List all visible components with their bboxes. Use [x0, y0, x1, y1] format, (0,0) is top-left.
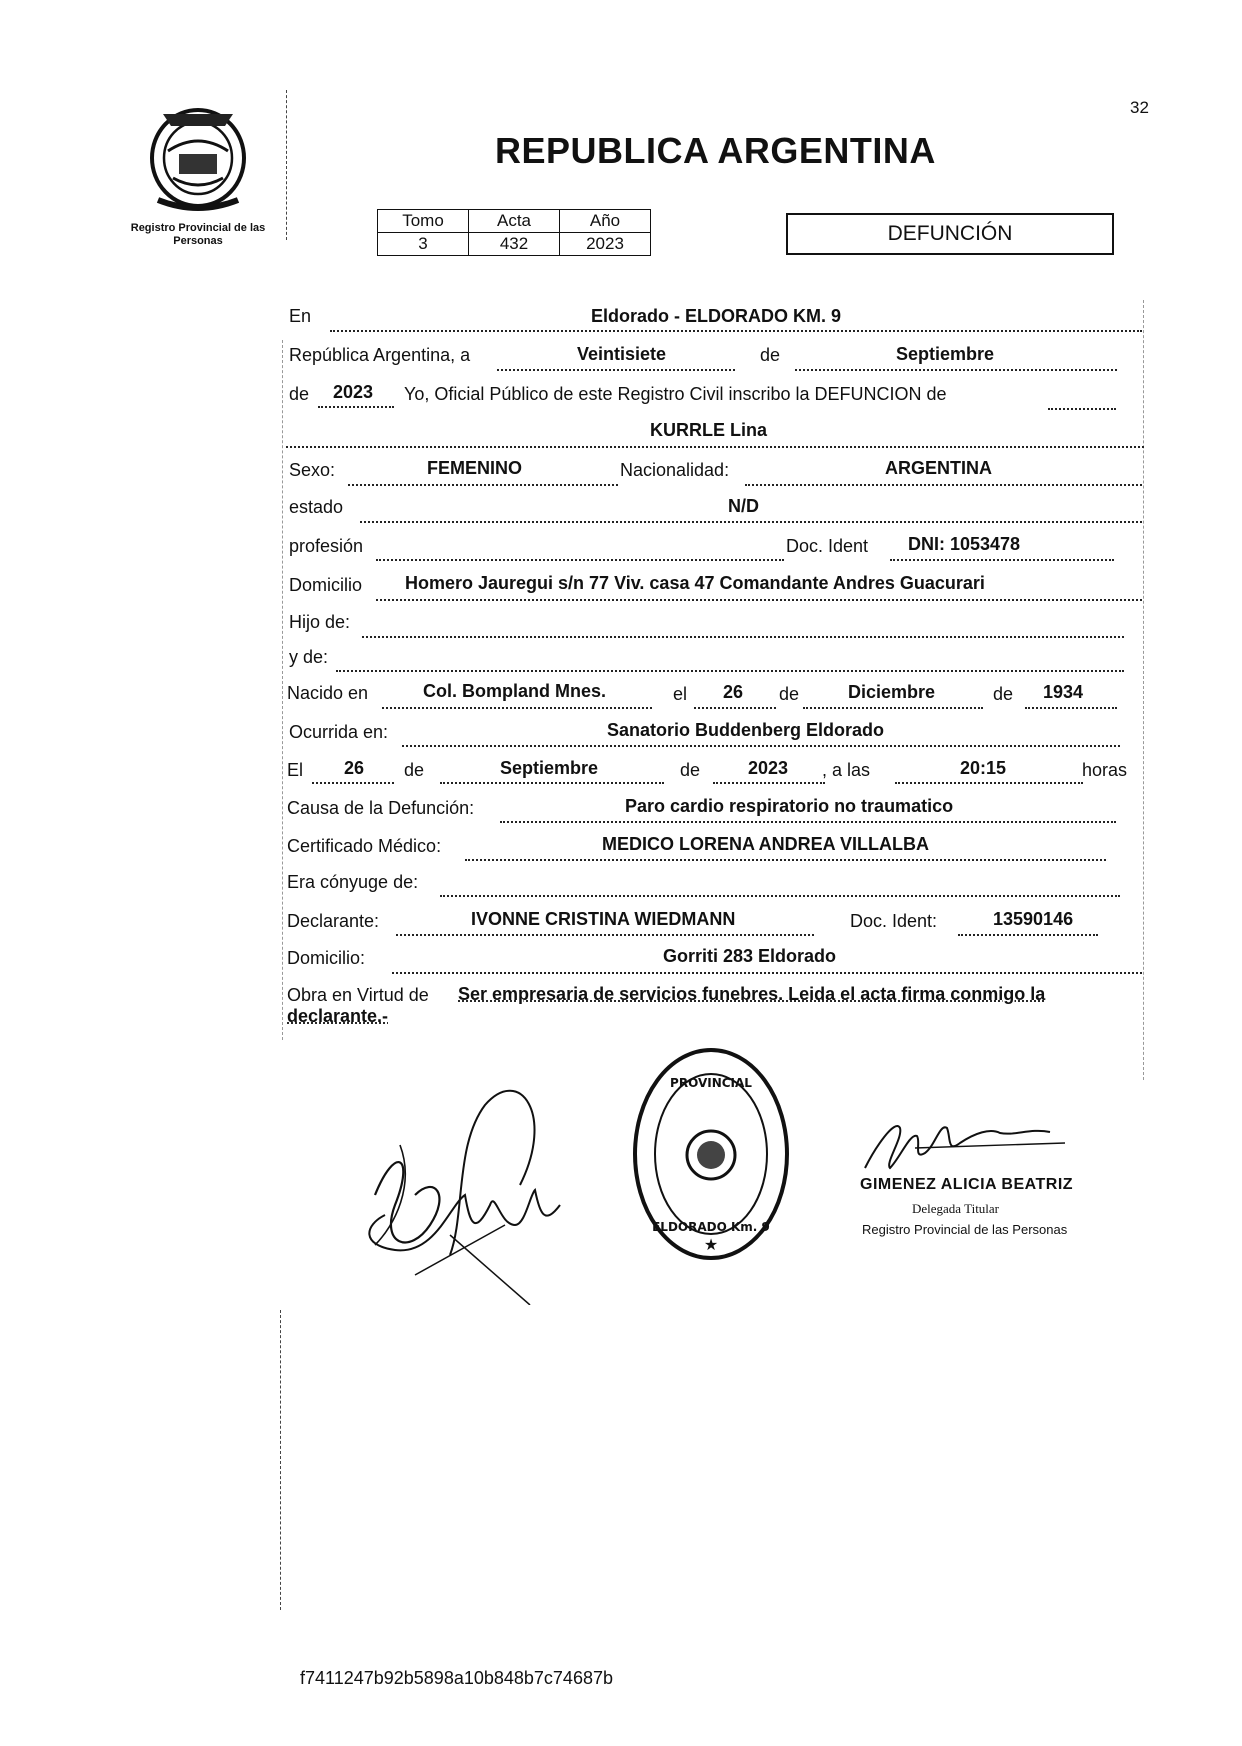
officer-signature	[855, 1108, 1070, 1178]
el2-label: El	[287, 760, 304, 780]
dotted-line	[286, 446, 1144, 448]
svg-text:PROVINCIAL: PROVINCIAL	[670, 1076, 752, 1090]
dotted-line	[440, 895, 1120, 897]
dni-value: DNI: 1053478	[908, 534, 1021, 554]
record-header-anio: Año	[560, 210, 651, 233]
causa-label: Causa de la Defunción:	[287, 798, 475, 818]
margin-line	[282, 340, 283, 1040]
obra-text-continued: declarante.-	[287, 1006, 389, 1026]
dotted-line	[958, 934, 1098, 936]
sexo-value: FEMENINO	[427, 458, 523, 478]
nacido-label: Nacido en	[287, 683, 369, 703]
dotted-line	[362, 636, 1124, 638]
declarante-doc-value: 13590146	[993, 909, 1074, 929]
causa-value: Paro cardio respiratorio no traumatico	[625, 796, 954, 816]
muerte-de2-label: de	[680, 760, 701, 780]
officer-name: GIMENEZ ALICIA BEATRIZ	[860, 1176, 1074, 1193]
dotted-line	[402, 745, 1120, 747]
obra-text: Ser empresaria de servicios funebres. Leida el acta firma conmigo la	[458, 984, 1046, 1004]
muerte-anio-value: 2023	[748, 758, 789, 778]
record-header-tomo: Tomo	[378, 210, 469, 233]
officer-registro: Registro Provincial de las Personas	[862, 1222, 1068, 1237]
hora-value: 20:15	[960, 758, 1007, 778]
dotted-line	[318, 406, 394, 408]
registro-label: Registro Provincial de las Personas	[130, 222, 266, 247]
ocurrida-value: Sanatorio Buddenberg Eldorado	[607, 720, 885, 740]
document-hash: f7411247b92b5898a10b848b7c74687b	[300, 1668, 613, 1688]
hijo-label: Hijo de:	[289, 612, 351, 632]
dotted-line	[465, 859, 1106, 861]
record-value-anio: 2023	[560, 233, 651, 256]
margin-line	[280, 1310, 281, 1610]
page-number: 32	[1130, 98, 1149, 117]
nacionalidad-label: Nacionalidad:	[620, 460, 730, 480]
record-table-value-row	[378, 233, 651, 256]
nacido-de2-label: de	[993, 684, 1014, 704]
dotted-line	[348, 484, 618, 486]
dotted-line	[336, 670, 1124, 672]
estado-label: estado	[289, 497, 344, 517]
dotted-line	[1048, 408, 1116, 410]
nacionalidad-value: ARGENTINA	[885, 458, 992, 478]
domicilio-label: Domicilio	[289, 575, 363, 595]
province-crest-logo	[143, 96, 253, 214]
svg-text:★: ★	[703, 1235, 719, 1254]
nacido-mes-value: Diciembre	[848, 682, 936, 702]
de-label: de	[760, 345, 781, 365]
profesion-label: profesión	[289, 536, 364, 556]
record-header-acta: Acta	[469, 210, 560, 233]
dotted-line	[895, 782, 1083, 784]
dotted-line	[890, 559, 1114, 561]
declarante-value: IVONNE CRISTINA WIEDMANN	[471, 909, 736, 929]
nombre-value: KURRLE Lina	[650, 420, 767, 440]
republica-label: República Argentina, a	[289, 345, 471, 365]
margin-line	[286, 90, 287, 240]
dotted-line	[795, 369, 1117, 371]
en-label: En	[289, 306, 312, 326]
declarante-doc-label: Doc. Ident:	[850, 911, 938, 931]
dotted-line	[376, 559, 784, 561]
margin-line	[1143, 300, 1144, 1080]
dotted-line	[803, 707, 983, 709]
doc-ident-label: Doc. Ident	[786, 536, 869, 556]
anio-value: 2023	[333, 382, 374, 402]
declarante-signature	[355, 1075, 585, 1305]
dotted-line	[392, 972, 1142, 974]
dotted-line	[694, 707, 776, 709]
sexo-label: Sexo:	[289, 460, 336, 480]
oficial-text: Yo, Oficial Público de este Registro Civil inscribo la DEFUNCION de	[404, 384, 947, 404]
document-type-box: DEFUNCIÓN	[786, 213, 1114, 255]
a-las-label: , a las	[822, 760, 871, 780]
officer-role: Delegada Titular	[912, 1201, 1000, 1216]
dia-texto-value: Veintisiete	[577, 344, 667, 364]
official-seal-stamp	[630, 1045, 792, 1263]
dotted-line	[440, 782, 664, 784]
lugar-value: Eldorado - ELDORADO KM. 9	[591, 306, 842, 326]
domicilio2-value: Gorriti 283 Eldorado	[663, 946, 837, 966]
dotted-line	[360, 521, 1142, 523]
estado-value: N/D	[728, 496, 759, 516]
certificado-label: Certificado Médico:	[287, 836, 442, 856]
dotted-line	[497, 369, 735, 371]
ocurrida-label: Ocurrida en:	[289, 722, 389, 742]
record-table	[377, 209, 651, 256]
record-table-header-row	[378, 210, 651, 233]
domicilio2-label: Domicilio:	[287, 948, 366, 968]
muerte-mes-value: Septiembre	[500, 758, 599, 778]
record-value-tomo: 3	[378, 233, 469, 256]
dotted-line	[1025, 707, 1117, 709]
page-title: REPUBLICA ARGENTINA	[495, 130, 936, 171]
conyuge-label: Era cónyuge de:	[287, 872, 419, 892]
horas-label: horas	[1082, 760, 1128, 780]
dotted-line	[330, 330, 1142, 332]
nacido-dia-value: 26	[723, 682, 744, 702]
obra-label: Obra en Virtud de	[287, 985, 429, 1005]
el-label: el	[673, 684, 688, 704]
dotted-line	[745, 484, 1142, 486]
domicilio-value: Homero Jauregui s/n 77 Viv. casa 47 Comandante Andres Guacurari	[405, 573, 985, 593]
dotted-line	[382, 707, 652, 709]
dotted-line	[500, 821, 1116, 823]
record-value-acta: 432	[469, 233, 560, 256]
y-de-label: y de:	[289, 647, 329, 667]
dotted-line	[312, 782, 394, 784]
dotted-line	[376, 599, 1142, 601]
dotted-line	[713, 782, 825, 784]
nacido-lugar-value: Col. Bompland Mnes.	[423, 681, 607, 701]
muerte-dia-value: 26	[344, 758, 365, 778]
de-year-label: de	[289, 384, 310, 404]
certificado-value: MEDICO LORENA ANDREA VILLALBA	[602, 834, 929, 854]
declarante-label: Declarante:	[287, 911, 380, 931]
mes-value: Septiembre	[896, 344, 995, 364]
muerte-de-label: de	[404, 760, 425, 780]
nacido-de-label: de	[779, 684, 800, 704]
nacido-anio-value: 1934	[1043, 682, 1084, 702]
dotted-line	[396, 934, 814, 936]
svg-text:ELDORADO Km. 9: ELDORADO Km. 9	[652, 1220, 770, 1234]
